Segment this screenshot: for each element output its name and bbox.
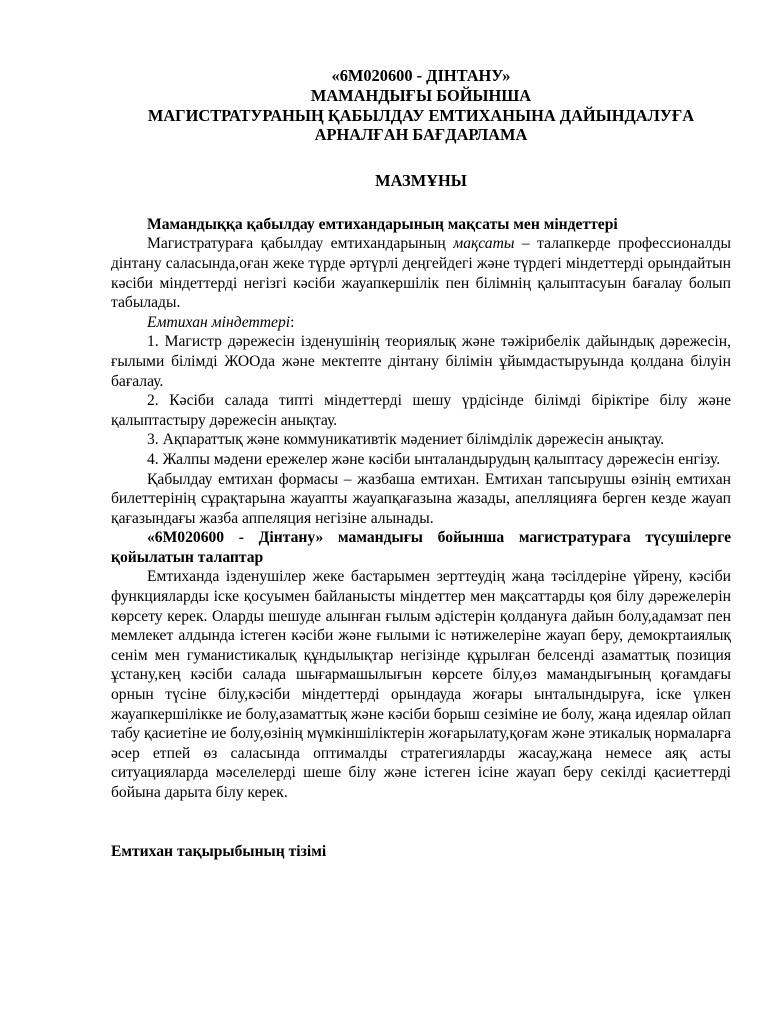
section2-heading: «6М020600 - Дінтану» мамандығы бойынша магистратураға түсушілерге қойылатын талаптар [111,529,731,566]
tasks-label [111,313,731,333]
toc-heading: МАЗМҰНЫ [375,171,467,191]
intro-text-b: – талапкерде профессионалды дінтану саласында,оған жеке түрде әртүрлі деңгейдегі және түрдегі міндеттерді орындайтын кәсіби міндеттерді негізгі кәсіби жауапкершілік пен білімнің қалыптасуын бағалау болып табылады. [111,235,732,312]
intro-text-a: Магистратураға қабылдау емтихандарының [147,235,454,253]
task-item-3: 3. Ақпараттық және коммуникативтік мәдениет білімділік дәрежесін анықтау. [147,431,665,449]
section1-heading: Мамандыққа қабылдау емтихандарының мақсаты мен міндеттері [147,215,618,233]
title-line-4: АРНАЛҒАН БАҒДАРЛАМА [314,125,528,145]
task-item-1: 1. Магистр дәрежесін ізденушінің теориялық және тәжірибелік дайындық дәрежесін, ғылыми білімді ЖООда және мектепте дінтану білімін ұйымдастыруында қолдана білуін бағалау. [111,333,731,390]
task-item-4: 4. Жалпы мәдени ережелер және кәсіби ынталандырудың қалыптасу дәрежесін енгізу. [147,450,721,468]
section2-body: Емтиханда ізденушілер жеке бастарымен зерттеудің жаңа тәсілдеріне үйрену, кәсіби функцияларды іске қосуымен байланысты міндеттер мен мақсаттарды қоя білу дәрежелерін көрсету керек. Оларды шешуде алынған ғылым әдістерін қолдануға дайын болу,адамзат пен мемлекет алдында істеген кәсіби және ғылыми іс нәтижелеріне жауап беру, демокртаиялық сенім мен гуманистикалық құндылықтар негізінде құрылған белсенді азаматтық позиция ұстану,кең кәсіби салада шығармашылығын көрсете білу,өз мамандығының қоғамдағы орнын түсіне білу,кәсіби міндеттерді орындауда жоғары ынталындыруға, іске үлкен жауапкершілікке ие болу,азаматтық және кәсіби борыш сезіміне ие болу, жаңа идеялар ойлап табу қасиетіне ие болу,өзінің мүмкіншіліктерін жоғарылату,қоғам және этикалық нормаларға әсер етпей өз саласында оптималды стратегияларды жасау,жаңа немесе аяқ асты ситуацияларда мәселелерді шеше білу және істеген ісіне жауап беру секілді қасиеттерді бойына дарыта білу керек. [111,568,731,801]
section1-intro [111,234,731,312]
spacer [111,803,731,842]
exam-form-paragraph: Қабылдау емтихан формасы – жазбаша емтихан. Емтихан тапсырушы өзінің емтихан билеттерінің сұрақтарына жауапты жауапқағазына жазады, апелляцияға берген кезде жауап қағазындағы жазба аппеляция негізіне алынады. [111,470,731,527]
intro-italic: мақсаты [453,235,515,253]
document-page [111,66,731,861]
task-item-2: 2. Кәсіби салада типті міндеттерді шешу үрдісінде білімді біріктіре білу және қалыптастыру дәрежесін анықтау. [111,392,731,429]
section3-heading: Емтихан тақырыбының тізімі [111,842,327,860]
tasks-label-colon: : [290,313,295,331]
tasks-label-text: Емтихан міндеттері [147,313,291,331]
title-line-2: МАМАНДЫҒЫ БОЙЫНША [310,85,532,105]
title-line-3: МАГИСТРАТУРАНЫҢ ҚАБЫЛДАУ ЕМТИХАНЫНА ДАЙЫНДАЛУҒА [147,105,695,125]
title-line-1: «6М020600 - ДІНТАНУ» [331,66,511,85]
